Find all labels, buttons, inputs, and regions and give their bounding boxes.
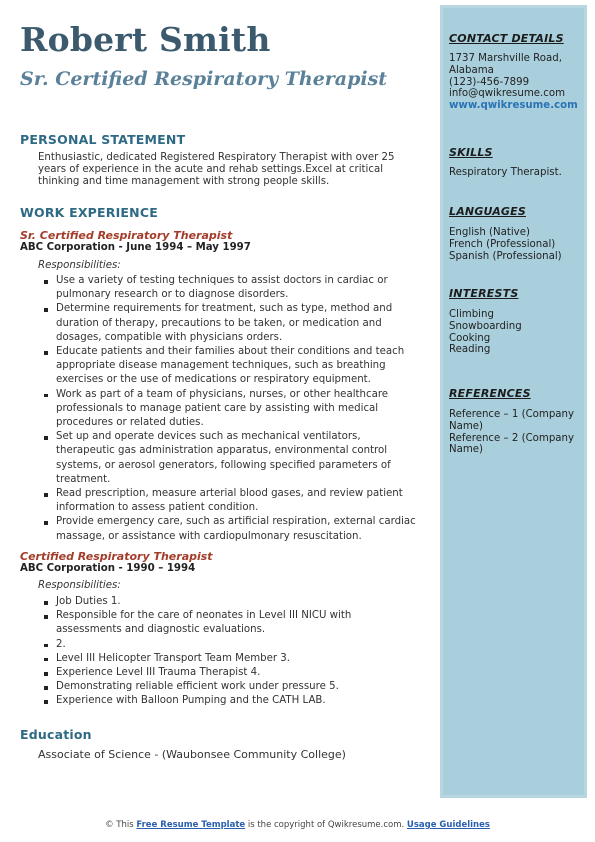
education-text: Associate of Science - (Waubonsee Community College) [38,748,346,761]
references-heading: REFERENCES [449,387,531,400]
reference-item: Reference – 2 (Company Name) [449,432,575,456]
email[interactable]: info@qwikresume.com [449,88,566,100]
list-item: Set up and operate devices such as mechanical ventilators, therapeutic gas administration apparatus, environmental control systems, or aerosol generators, following specified parameters of treatment. [38,430,416,487]
free-resume-template-link[interactable]: Free Resume Template [136,820,246,830]
footer-prefix: © This [105,820,137,830]
job-role: Sr. Certified Respiratory Therapist [20,229,233,242]
candidate-name: Robert Smith [20,20,271,59]
list-item: Provide emergency care, such as artificial respiration, external cardiac massage, or assistance with cardiopulmonary resuscitation. [38,515,416,543]
list-item: Use a variety of testing techniques to assist doctors in cardiac or pulmonary research or to diagnose disorders. [38,274,416,302]
interests-heading: INTERESTS [449,287,519,300]
job-role: Certified Respiratory Therapist [20,550,213,563]
list-item: Educate patients and their families about their conditions and teach appropriate disease management techniques, such as breathing exercises or the use of medications or respiratory equipment. [38,345,416,388]
list-item: 2. [38,638,416,652]
job-bullets [38,595,416,709]
interest-item: Climbing [449,309,494,320]
footer-middle: is the copyright of Qwikresume.com. [245,820,407,830]
interests-list [449,309,581,356]
interest-item: Cooking [449,332,491,344]
list-item: Experience Level III Trauma Therapist 4. [38,666,416,680]
list-item: Experience with Balloon Pumping and the CATH LAB. [38,694,416,708]
footer [0,820,595,830]
contact-heading: CONTACT DETAILS [449,32,564,45]
reference-item: Reference – 1 (Company Name) [449,409,575,432]
list-item: Read prescription, measure arterial blood gases, and review patient information to assess patient condition. [38,487,416,515]
usage-guidelines-link[interactable]: Usage Guidelines [406,820,490,830]
references-list [449,409,581,456]
language-item: French (Professional) [449,238,556,250]
website-link[interactable]: www.qwikresume.com [449,100,578,112]
address-line: 1737 Marshville Road, [449,53,562,64]
job-bullets [38,274,416,544]
list-item: Determine requirements for treatment, such as type, method and duration of therapy, precautions to be taken, or medication and dosages, compatible with physicians orders. [38,302,416,345]
education-heading: Education [20,727,92,742]
interest-item: Snowboarding [449,320,522,332]
candidate-title: Sr. Certified Respiratory Therapist [20,68,388,90]
responsibilities-label: Responsibilities: [38,580,121,591]
job-company: ABC Corporation - June 1994 – May 1997 [20,242,251,253]
language-item: English (Native) [449,227,530,238]
list-item: Responsible for the care of neonates in Level III NICU with assessments and diagnostic evaluations. [38,609,416,637]
list-item: Job Duties 1. [38,595,416,609]
job-company: ABC Corporation - 1990 – 1994 [20,563,196,574]
languages-list [449,227,581,262]
responsibilities-label: Responsibilities: [38,260,121,271]
list-item: Level III Helicopter Transport Team Member 3. [38,652,416,666]
list-item: Demonstrating reliable efficient work under pressure 5. [38,680,416,694]
contact-details [449,53,581,112]
interest-item: Reading [449,344,491,356]
skills-heading: SKILLS [449,146,493,159]
personal-statement-heading: PERSONAL STATEMENT [20,132,186,147]
work-experience-heading: WORK EXPERIENCE [20,205,158,220]
language-item: Spanish (Professional) [449,250,562,262]
skills-text: Respiratory Therapist. [449,167,562,178]
list-item: Work as part of a team of physicians, nurses, or other healthcare professionals to manage patient care by assisting with medical procedures or related duties. [38,388,416,431]
personal-statement-text: Enthusiastic, dedicated Registered Respiratory Therapist with over 25 years of experience in the acute and rehab settings.Excel at critical thinking and time management with strong people skills. [38,152,395,187]
address-state: Alabama [449,64,494,76]
languages-heading: LANGUAGES [449,205,526,218]
phone: (123)-456-7899 [449,76,530,88]
sidebar [443,8,584,795]
